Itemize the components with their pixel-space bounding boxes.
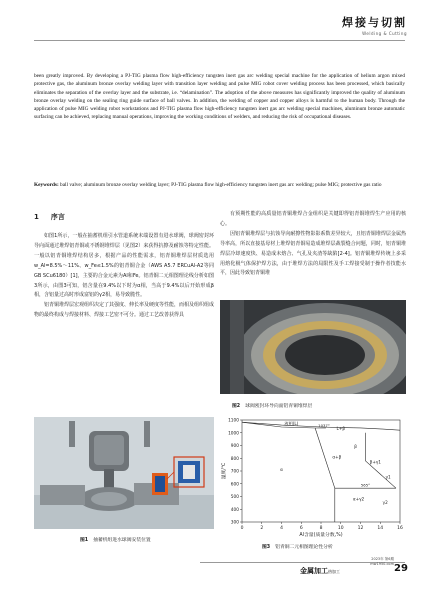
figure-2-label: 图2 [232, 404, 241, 409]
x-tick-label: 14 [377, 526, 384, 531]
right-column [220, 210, 406, 279]
region-label: α+γ2 [352, 496, 365, 502]
y-tick-label: 900 [230, 444, 239, 449]
x-tick-label: 6 [299, 526, 303, 531]
section-title: 序言 [50, 213, 65, 221]
figure-2-photo [220, 300, 406, 394]
figure-2-caption-text: 球阀密封环导向面铝青铜堆焊层 [245, 404, 313, 409]
keywords [34, 181, 405, 189]
region-label: α+β [332, 454, 342, 460]
section-heading [34, 212, 77, 222]
paragraph: 有预期性能的高质量铝青铜堆焊合金组织是关键即得铝青铜堆焊生产应用的核心。 [220, 211, 406, 227]
figure-1-caption [80, 536, 151, 543]
journal-subtitle: Welding & Cutting [362, 31, 407, 36]
region-label: L+β [336, 426, 346, 432]
overlay-weld-photo [220, 300, 406, 394]
figure-3-caption-text: 铝青铜二元相图理论性分析 [275, 545, 333, 550]
region-label: 液相(L) [284, 421, 299, 427]
paragraph: 铝青铜堆焊层宏观组织决定了其强度、伸长率及硬度等性能，而相及组织组成物的最终构成与焊接材料、焊接工艺密不可分。通过工艺改善获得具 [34, 302, 215, 319]
paragraph: 因铝青铜堆焊层与抗蚀导向耐擦性物影影系数差异较大，且铝青铜堆焊层金属热导率高，所以直接基母材上堆焊铝青铜易造成堆焊层裁裂缝合问题，同时，铝青铜堆焊层冷却速度快、易造成未熔合、气孔及夹渣等缺陷[2-4]。铝青铜堆焊传统上多采用熔化极气体保护焊方法，由于堆焊方法的局限性及手工焊接受制于操作者技能水平，因此导致铝青铜堆 [220, 230, 406, 277]
x-tick-label: 4 [280, 526, 283, 531]
region-label: γ1 [385, 474, 391, 480]
footer-brand-main: 金属加工 [300, 567, 328, 575]
footer-brand [300, 566, 340, 576]
figure-1-label: 图1 [80, 538, 89, 543]
figure-1-photo [34, 417, 214, 529]
y-tick-label: 600 [230, 482, 239, 488]
valve-installation-illustration [34, 417, 214, 529]
keywords-text: ball valve; aluminum bronze overlay welding layer; PJ-TIG plasma flow high-efficiency tungsten inert gas arc welding; pulse MIG; protective gas ratio [60, 182, 382, 188]
region-label: γ2 [382, 500, 388, 506]
abstract-text: been greatly improved. By developing a PJ-TIG plasma flow high-efficiency tungsten inert gas arc welding special machine for the application of helium argon mixed protective gas, the aluminum bronze overlay welding layer with transition layer welding and pulse MIG robot cover welding process has been processed, which basically eliminates the separation of the overlay layer and the substrate, i.e. “delamination”. The adoption of the above measures has significantly improved the quality of aluminum bronze overlay welding on the sealing ring guide surface of ball valves. In addition, the welding of copper and copper alloys is harmful to the human body. Through the application of pulse MIG welding robot workstations and PJ-TIG plasma flow high-efficiency tungsten inert gas arc welding special machines, aluminum bronze automatic surfacing can be achieved, replacing manual operations, improving the working conditions of welders, and reducing the risk of occupational diseases. [34, 73, 405, 121]
plot-frame [242, 420, 400, 522]
x-tick-label: 0 [240, 526, 244, 531]
figure-3-chart [220, 414, 406, 539]
y-tick-label: 800 [230, 456, 239, 462]
y-tick-label: 400 [230, 507, 239, 513]
page-number: 29 [394, 563, 408, 574]
figure-2-caption [232, 402, 312, 409]
footer-issue: 2023年 第6期 [371, 557, 394, 561]
footer-info [354, 557, 394, 566]
y-axis-label: 温度/℃ [222, 462, 227, 480]
keywords-label: Keywords: [34, 182, 59, 188]
footer-brand-sub: 热加工 [328, 569, 340, 574]
x-tick-label: 16 [397, 526, 403, 531]
phase-diagram [220, 414, 406, 539]
y-tick-label: 500 [230, 495, 239, 500]
region-label: α [280, 467, 283, 472]
section-number: 1 [34, 213, 39, 221]
paragraph: 如图1所示，一般在抽蓄机组引水管道系统末端设置有进水球阀，球阀密封环导向面通过堆焊铝青铜或不锈钢堆焊层（见图2）来获得抗擦及耐蚀等特定性能。一般以铝青铜堆焊结构居多，根据产品的性能需求，铝青铜堆焊层材质选用w_Al=8.5%～11%、w_Fe≤1.5%的铝青铜合金（AWS A5.7 ERCuAl-A2等同GB SCu6180）[1]，主要的合金元素为Al和Fe。铝青铜二元相图理论线分析如图3所示，由图3可知，铝含量在9.4%以下时为α相，当高于9.4%以后开始形成β相，含铝量过高时形成富铝的γ2相，易导致脆性。 [34, 233, 214, 299]
y-tick-label: 1100 [228, 418, 239, 424]
point-label: 1037° [318, 423, 330, 429]
region-label: β+γ1 [369, 459, 381, 465]
figure-1-caption-text: 抽蓄机组进水球阀安装位置 [93, 538, 151, 543]
figure-3-caption [262, 543, 333, 550]
x-tick-label: 8 [319, 526, 323, 531]
y-tick-label: 300 [230, 520, 239, 526]
y-tick-label: 700 [230, 469, 239, 475]
header-rule [34, 40, 405, 41]
left-column [34, 232, 214, 321]
journal-title: 焊接与切割 [342, 16, 407, 29]
journal-header [342, 14, 407, 36]
x-tick-label: 2 [260, 526, 264, 531]
point-label: 565° [360, 482, 371, 488]
x-tick-label: 10 [337, 526, 344, 531]
x-axis-label: Al含量(质量分数,%) [299, 533, 343, 538]
figure-3-label: 图3 [262, 545, 271, 550]
region-label: β [354, 444, 357, 450]
y-tick-label: 1000 [228, 431, 239, 437]
footer-site: mw1950.com [370, 562, 394, 566]
x-tick-label: 12 [357, 526, 364, 531]
